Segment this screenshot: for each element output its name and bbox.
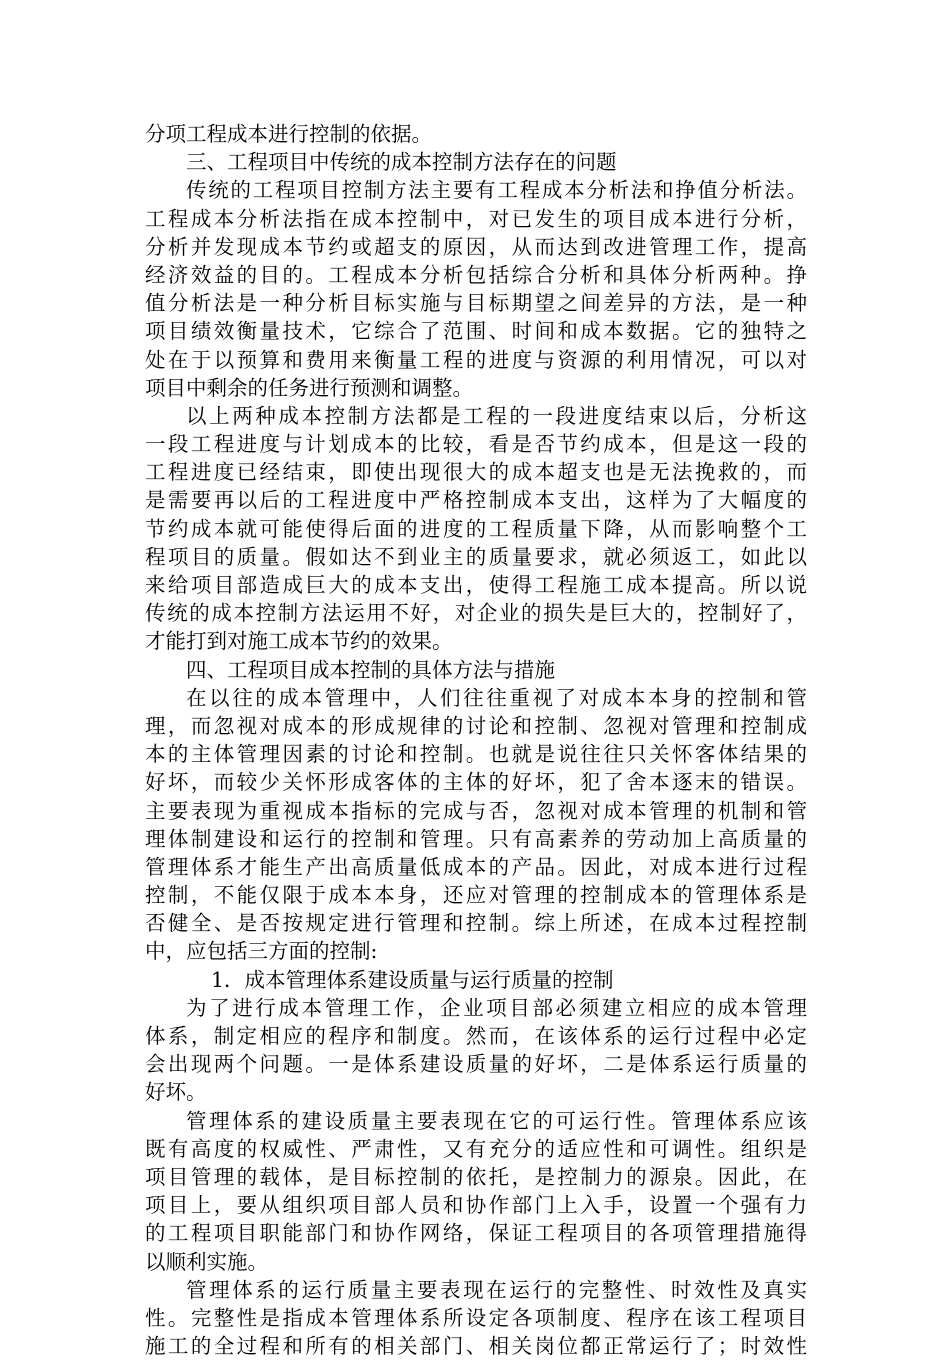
text-line: 传统的工程项目控制方法主要有工程成本分析法和挣值分析法。 bbox=[186, 178, 807, 203]
text-line: 体系，制定相应的程序和制度。然而，在该体系的运行过程中必定 bbox=[145, 1024, 807, 1048]
text-line: 工程进度已经结束，即使出现很大的成本超支也是无法挽救的，而 bbox=[145, 460, 807, 485]
text-line: 项目绩效衡量技术，它综合了范围、时间和成本数据。它的独特之 bbox=[145, 319, 807, 344]
text-line: 经济效益的目的。工程成本分析包括综合分析和具体分析两种。挣 bbox=[145, 262, 807, 287]
text-line: 在以往的成本管理中，人们往往重视了对成本本身的控制和管 bbox=[186, 685, 807, 710]
text-line: 值分析法是一种分析目标实施与目标期望之间差异的方法，是一种 bbox=[145, 291, 807, 316]
text-line: 以上两种成本控制方法都是工程的一段进度结束以后，分析这 bbox=[186, 403, 807, 428]
text-line: 理体制建设和运行的控制和管理。只有高素养的劳动加上高质量的 bbox=[145, 826, 807, 851]
text-line: 工程成本分析法指在成本控制中，对已发生的项目成本进行分析， bbox=[145, 206, 807, 231]
section-heading: 三、工程项目中传统的成本控制方法存在的问题 bbox=[186, 150, 617, 175]
text-line: 中，应包括三方面的控制: bbox=[145, 939, 378, 964]
document-page bbox=[145, 120, 807, 1360]
text-line: 管理体系的运行质量主要表现在运行的完整性、时效性及真实 bbox=[186, 1277, 807, 1302]
text-line: 传统的成本控制方法运用不好，对企业的损失是巨大的，控制好了， bbox=[145, 601, 807, 626]
text-line: 以顺利实施。 bbox=[145, 1249, 268, 1274]
subsection-heading: 1．成本管理体系建设质量与运行质量的控制 bbox=[211, 967, 614, 992]
text-line: 处在于以预算和费用来衡量工程的进度与资源的利用情况，可以对 bbox=[145, 347, 807, 372]
text-line: 施工的全过程和所有的相关部门、相关岗位都正常运行了；时效性 bbox=[145, 1334, 807, 1359]
text-line: 既有高度的权威性、严肃性，又有充分的适应性和可调性。组织是 bbox=[145, 1136, 807, 1161]
text-line: 理，而忽视对成本的形成规律的讨论和控制、忽视对管理和控制成 bbox=[145, 713, 807, 738]
text-line: 项目管理的载体，是目标控制的依托，是控制力的源泉。因此，在 bbox=[145, 1164, 807, 1189]
text-line: 节约成本就可能使得后面的进度的工程质量下降，从而影响整个工 bbox=[145, 516, 807, 541]
text-line: 会出现两个问题。一是体系建设质量的好坏，二是体系运行质量的 bbox=[145, 1052, 807, 1077]
text-line: 性。完整性是指成本管理体系所设定各项制度、程序在该工程项目 bbox=[145, 1305, 807, 1330]
text-line: 来给项目部造成巨大的成本支出，使得工程施工成本提高。所以说 bbox=[145, 573, 807, 597]
text-line: 程项目的质量。假如达不到业主的质量要求，就必须返工，如此以 bbox=[145, 544, 807, 569]
text-line: 否健全、是否按规定进行管理和控制。综上所述，在成本过程控制 bbox=[145, 911, 807, 936]
text-line: 为了进行成本管理工作，企业项目部必须建立相应的成本管理 bbox=[186, 995, 807, 1020]
text-line: 本的主体管理因素的讨论和控制。也就是说往往只关怀客体结果的 bbox=[145, 742, 807, 767]
text-line: 分析并发现成本节约或超支的原因，从而达到改进管理工作，提高 bbox=[145, 234, 807, 259]
text-line: 才能打到对施工成本节约的效果。 bbox=[145, 629, 453, 654]
text-line: 一段工程进度与计划成本的比较，看是否节约成本，但是这一段的 bbox=[145, 432, 807, 457]
text-line: 分项工程成本进行控制的依据。 bbox=[145, 122, 432, 146]
text-line: 的工程项目职能部门和协作网络，保证工程项目的各项管理措施得 bbox=[145, 1221, 807, 1246]
section-heading: 四、工程项目成本控制的具体方法与措施 bbox=[186, 657, 555, 682]
text-line: 管理体系才能生产出高质量低成本的产品。因此，对成本进行过程 bbox=[145, 854, 807, 879]
text-line: 好坏，而较少关怀形成客体的主体的好坏，犯了舍本逐末的错误。 bbox=[145, 770, 807, 795]
text-line: 管理体系的建设质量主要表现在它的可运行性。管理体系应该 bbox=[186, 1108, 807, 1133]
text-line: 好坏。 bbox=[145, 1080, 207, 1105]
text-line: 是需要再以后的工程进度中严格控制成本支出，这样为了大幅度的 bbox=[145, 488, 807, 513]
text-line: 项目中剩余的任务进行预测和调整。 bbox=[145, 375, 473, 400]
text-line: 主要表现为重视成本指标的完成与否，忽视对成本管理的机制和管 bbox=[145, 798, 807, 823]
text-line: 项目上，要从组织项目部人员和协作部门上入手，设置一个强有力 bbox=[145, 1193, 807, 1218]
text-line: 控制，不能仅限于成本本身，还应对管理的控制成本的管理体系是 bbox=[145, 883, 807, 908]
